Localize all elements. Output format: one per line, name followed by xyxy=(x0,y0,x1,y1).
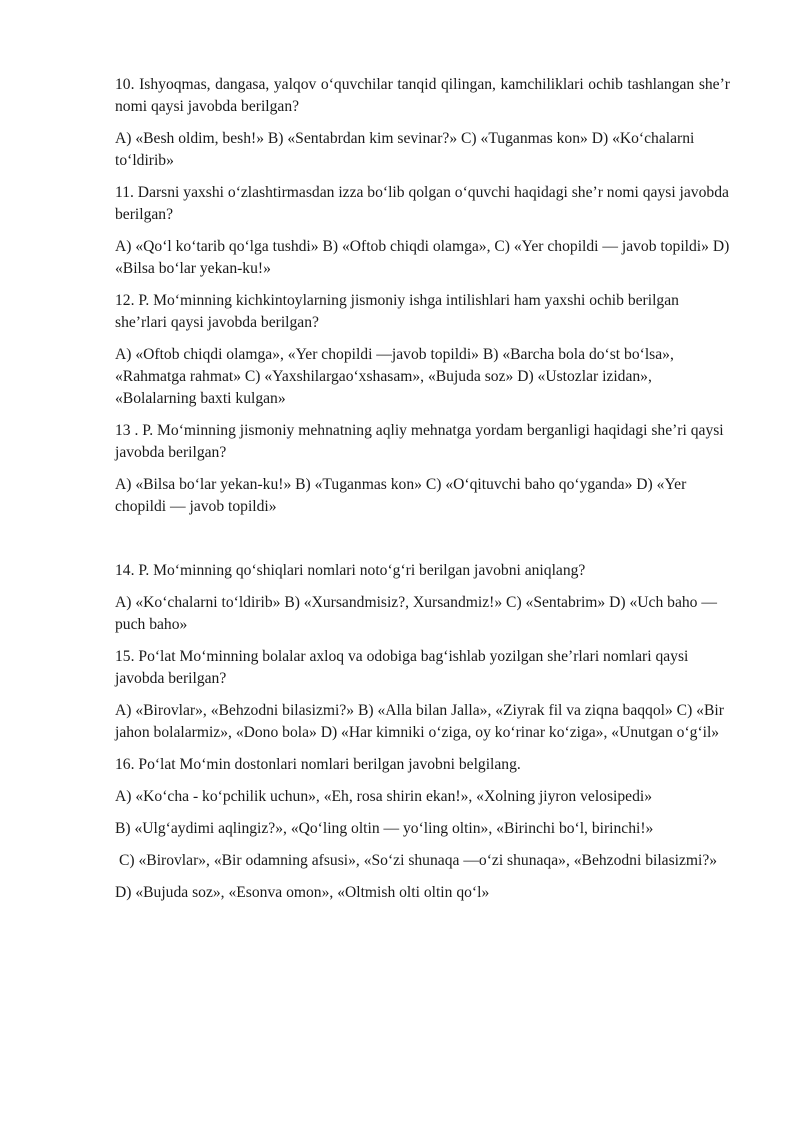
answer-11: A) «Qo‘l ko‘tarib qo‘lga tushdi» B) «Oftob chiqdi olamga», C) «Yer chopildi — javob topildi» D) «Bilsa bo‘lar yekan-ku!» xyxy=(115,238,730,277)
answer-16-option-b: B) «Ulg‘aydimi aqlingiz?», «Qo‘ling oltin — yo‘ling oltin», «Birinchi bo‘l, birinchi!» xyxy=(115,820,654,837)
question-14: 14. P. Mo‘minning qo‘shiqlari nomlari noto‘g‘ri berilgan javobni aniqlang? xyxy=(115,562,586,579)
question-11: 11. Darsni yaxshi o‘zlashtirmasdan izza bo‘lib qolgan o‘quvchi haqidagi she’r nomi qaysi javobda berilgan? xyxy=(115,184,729,223)
question-12: 12. P. Mo‘minning kichkintoylarning jismoniy ishga intilishlari ham yaxshi ochib berilgan she’rlari qaysi javobda berilgan? xyxy=(115,292,679,331)
question-13: 13 . P. Mo‘minning jismoniy mehnatning aqliy mehnatga yordam berganligi haqidagi she’ri qaysi javobda berilgan? xyxy=(115,422,724,461)
question-16: 16. Po‘lat Mo‘min dostonlari nomlari berilgan javobni belgilang. xyxy=(115,756,521,773)
answer-16-option-a: A) «Ko‘cha - ko‘pchilik uchun», «Eh, rosa shirin ekan!», «Xolning jiyron velosipedi» xyxy=(115,788,653,805)
question-10: 10. Ishyoqmas, dangasa, yalqov o‘quvchilar tanqid qilingan, kamchiliklari ochib tashlangan she’r nomi qaysi javobda berilgan? xyxy=(115,76,730,115)
document-content xyxy=(115,74,730,914)
answer-13: A) «Bilsa bo‘lar yekan-ku!» B) «Tuganmas kon» C) «O‘qituvchi baho qo‘yganda» D) «Yer chopildi — javob topildi» xyxy=(115,476,687,515)
answer-15: A) «Birovlar», «Behzodni bilasizmi?» B) «Alla bilan Jalla», «Ziyrak fil va ziqna baqqol» C) «Bir jahon bolalarmiz», «Dono bola» D) «Har kimniki o‘ziga, oy ko‘rinar ko‘ziga», «Unutgan o‘g‘il» xyxy=(115,702,724,741)
answer-14: A) «Ko‘chalarni to‘ldirib» B) «Xursandmisiz?, Xursandmiz!» C) «Sentabrim» D) «Uch baho — puch baho» xyxy=(115,594,717,633)
question-15: 15. Po‘lat Mo‘minning bolalar axloq va odobiga bag‘ishlab yozilgan she’rlari nomlari qaysi javobda berilgan? xyxy=(115,648,689,687)
answer-16-option-c: C) «Birovlar», «Bir odamning afsusi», «So‘zi shunaqa —o‘zi shunaqa», «Behzodni bilasizmi?» xyxy=(119,852,718,869)
answer-10: A) «Besh oldim, besh!» B) «Sentabrdan kim sevinar?» C) «Tuganmas kon» D) «Ko‘chalarni to‘ldirib» xyxy=(115,130,695,169)
answer-12: A) «Oftob chiqdi olamga», «Yer chopildi —javob topildi» B) «Barcha bola do‘st bo‘lsa», «Rahmatga rahmat» C) «Yaxshilargao‘xshasam», «Bujuda soz» D) «Ustozlar izidan», «Bolalarning baxti kulgan» xyxy=(115,346,674,407)
blank-gap xyxy=(115,528,730,560)
answer-16-option-d: D) «Bujuda soz», «Esonva omon», «Oltmish olti oltin qo‘l» xyxy=(115,884,490,901)
